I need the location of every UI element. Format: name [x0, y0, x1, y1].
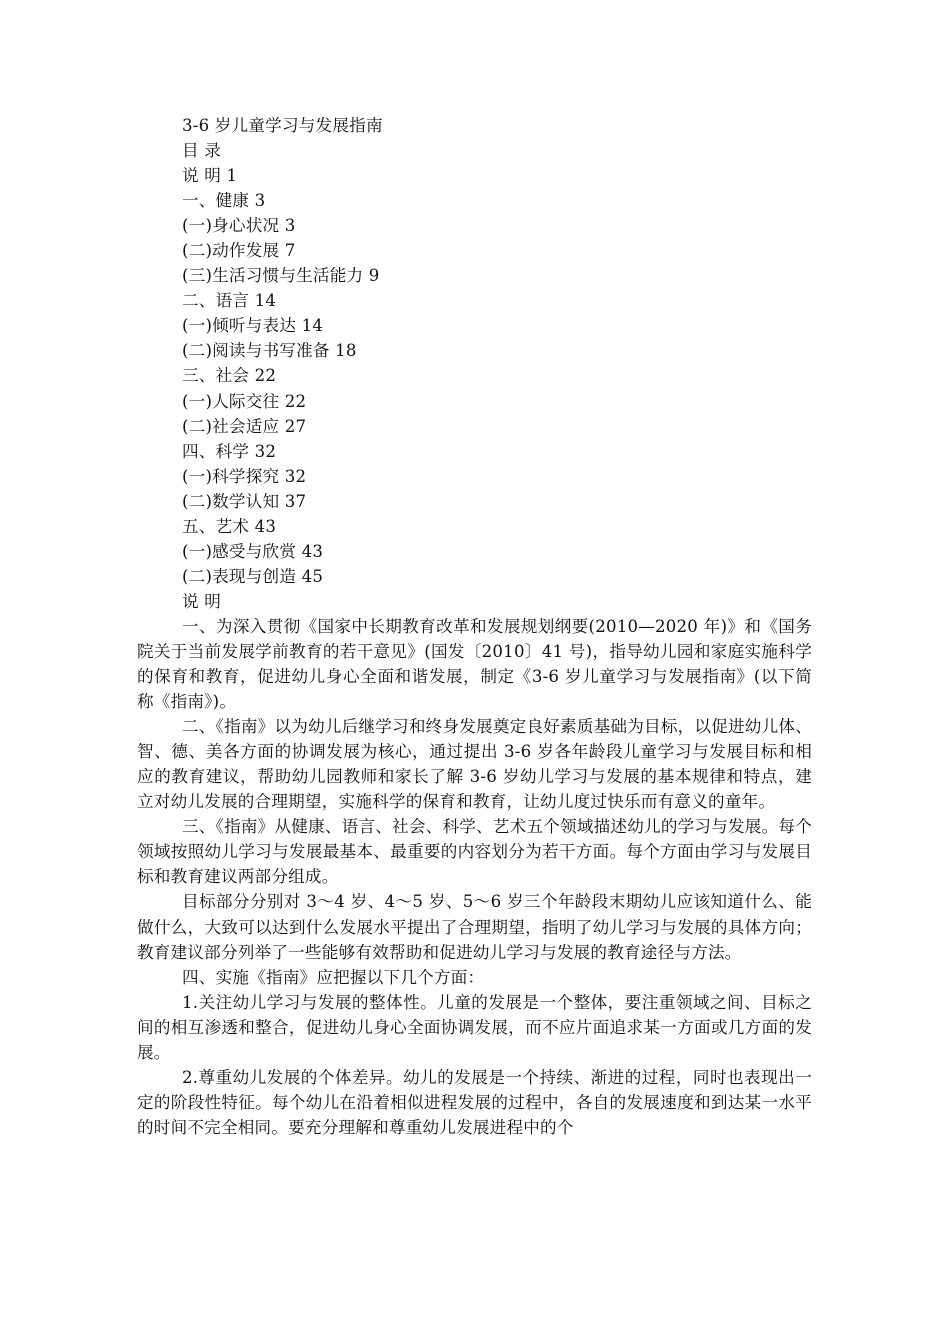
toc-entry: (二)数学认知 37: [182, 491, 307, 511]
body-paragraph: 四、实施《指南》应把握以下几个方面：: [182, 967, 485, 987]
toc-entry: (一)感受与欣赏 43: [182, 541, 324, 561]
toc-entry: 一、健康 3: [182, 191, 266, 211]
toc-entry: (一)倾听与表达 14: [182, 316, 324, 336]
body-paragraph: 目标部分分别对 3～4 岁、4～5 岁、5～6 岁三个年龄段末期幼儿应该知道什么、能做什么，大致可以达到什么发展水平提出了合理期望，指明了幼儿学习与发展的具体方向；教育建议部分列举了一些能够有效帮助和促进幼儿学习与发展的教育途径与方法。: [137, 892, 812, 962]
toc-entry: (一)人际交往 22: [182, 391, 307, 411]
toc-entry: (二)表现与创造 45: [182, 566, 324, 586]
document-body: [137, 113, 812, 1140]
toc-entry: (二)社会适应 27: [182, 416, 307, 436]
toc-entry: 说 明 1: [182, 166, 238, 186]
section-heading: 说 明: [182, 591, 222, 611]
toc-entry: (一)科学探究 32: [182, 466, 307, 486]
toc-entry: 四、科学 32: [182, 441, 277, 461]
body-paragraph: 2.尊重幼儿发展的个体差异。幼儿的发展是一个持续、渐进的过程，同时也表现出一定的阶段性特征。每个幼儿在沿着相似进程发展的过程中，各自的发展速度和到达某一水平的时间不完全相同。要充分理解和尊重幼儿发展进程中的个: [137, 1067, 812, 1137]
body-paragraph: 一、为深入贯彻《国家中长期教育改革和发展规划纲要(2010—2020 年)》和《国务院关于当前发展学前教育的若干意见》(国发〔2010〕41 号)，指导幼儿园和家庭实施科学的保育和教育，促进幼儿身心全面和谐发展，制定《3-6 岁儿童学习与发展指南》(以下简称《指南》)。: [137, 616, 812, 712]
toc-entry: (二)动作发展 7: [182, 241, 296, 261]
toc-entry: 三、社会 22: [182, 366, 277, 386]
body-paragraph: 三、《指南》从健康、语言、社会、科学、艺术五个领域描述幼儿的学习与发展。每个领域按照幼儿学习与发展最基本、最重要的内容划分为若干方面。每个方面由学习与发展目标和教育建议两部分组成。: [137, 817, 812, 887]
toc-entry: (三)生活习惯与生活能力 9: [182, 266, 380, 286]
body-paragraph: 二、《指南》以为幼儿后继学习和终身发展奠定良好素质基础为目标，以促进幼儿体、智、德、美各方面的协调发展为核心，通过提出 3-6 岁各年龄段儿童学习与发展目标和相应的教育建议，帮助幼儿园教师和家长了解 3-6 岁幼儿学习与发展的基本规律和特点，建立对幼儿发展的合理期望，实施科学的保育和教育，让幼儿度过快乐而有意义的童年。: [137, 717, 812, 812]
toc-heading: 目 录: [182, 141, 222, 161]
toc-entry: (二)阅读与书写准备 18: [182, 341, 357, 361]
document-title: 3-6 岁儿童学习与发展指南: [182, 116, 383, 135]
toc-entry: (一)身心状况 3: [182, 216, 296, 236]
toc-entry: 五、艺术 43: [182, 516, 277, 536]
body-paragraph: 1.关注幼儿学习与发展的整体性。儿童的发展是一个整体，要注重领域之间、目标之间的相互渗透和整合，促进幼儿身心全面协调发展，而不应片面追求某一方面或几方面的发展。: [137, 992, 812, 1062]
toc-entry: 二、语言 14: [182, 291, 277, 311]
